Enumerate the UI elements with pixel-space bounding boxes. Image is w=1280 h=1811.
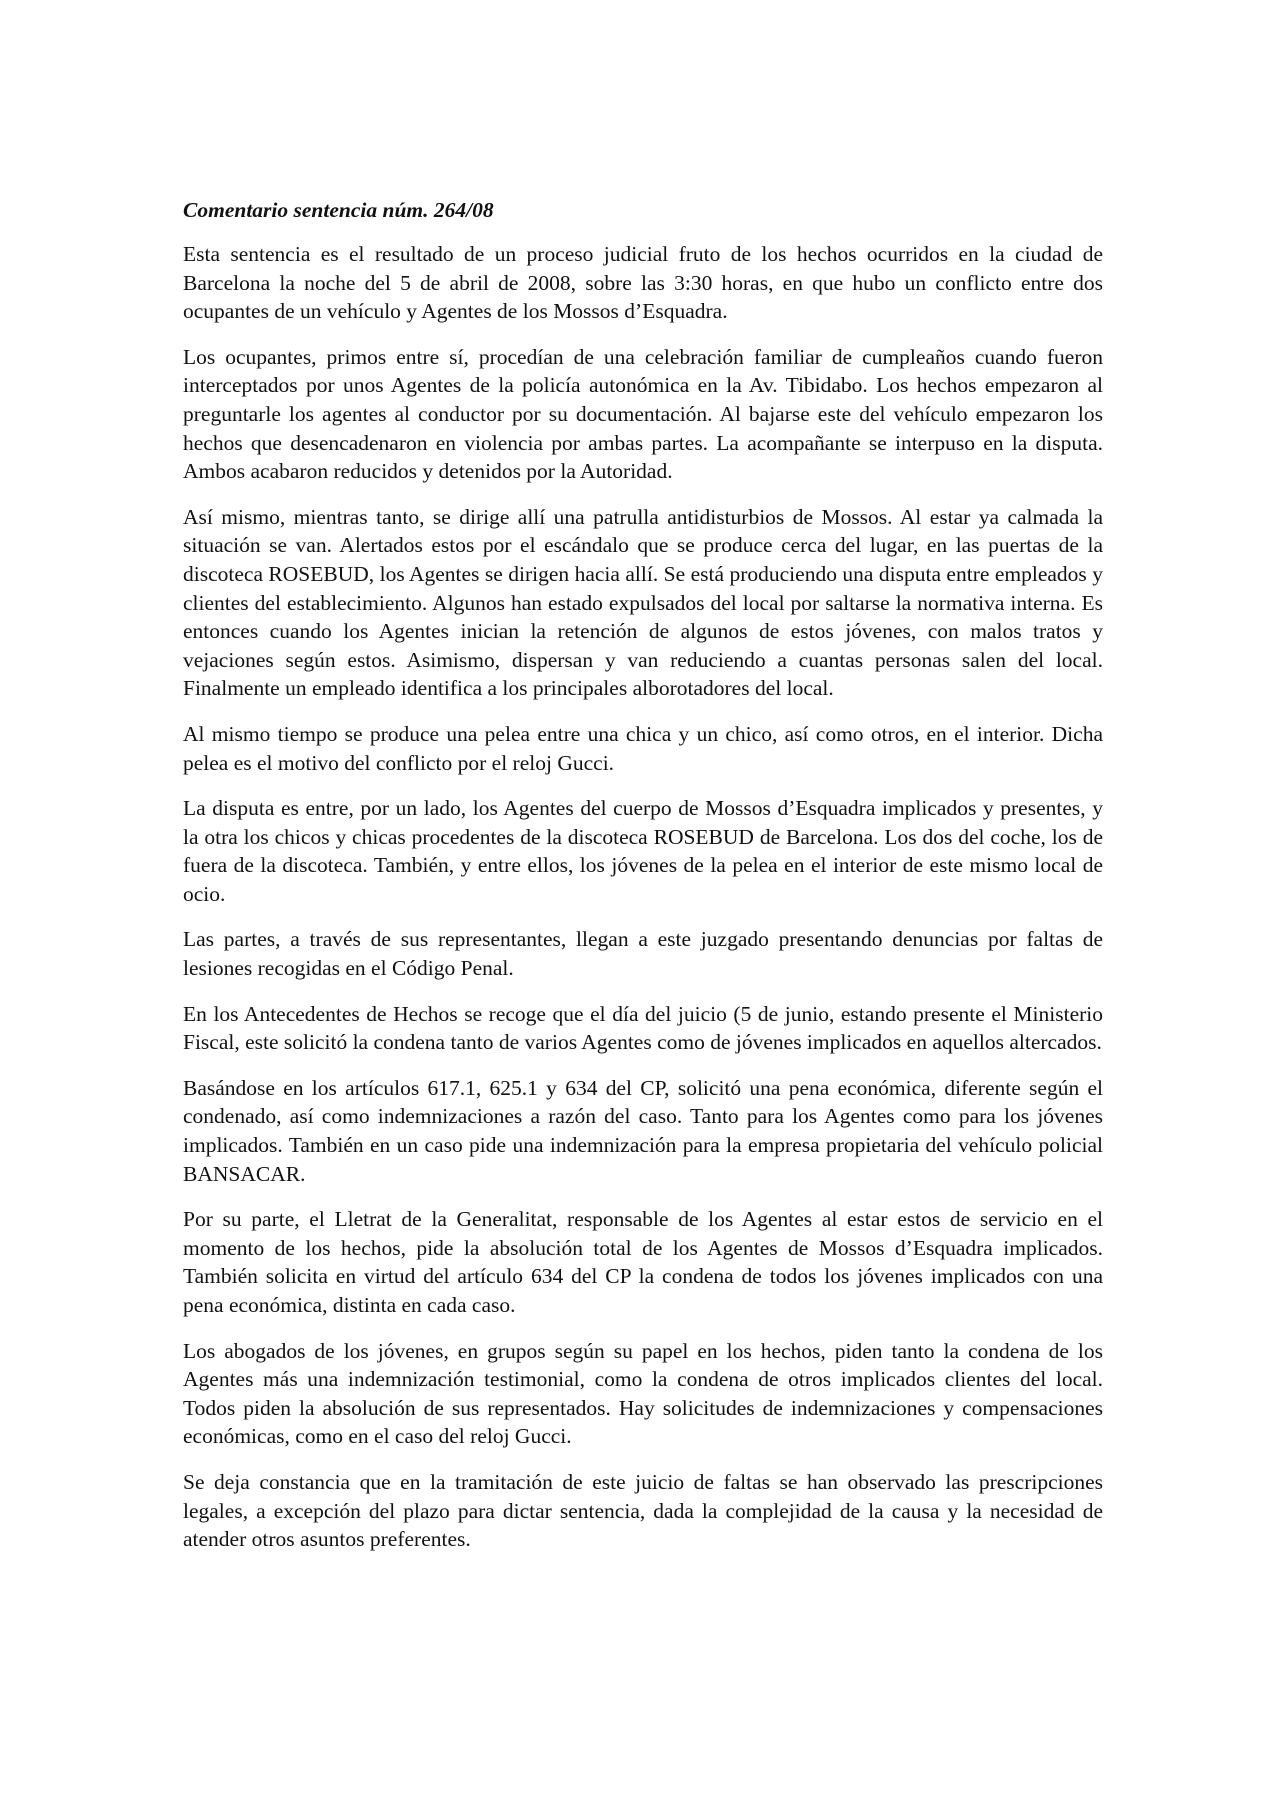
paragraph-7: En los Antecedentes de Hechos se recoge que el día del juicio (5 de junio, estando presente el Ministerio Fiscal, este solicitó la condena tanto de varios Agentes como de jóvenes implicados en aquellos altercados.	[183, 1001, 1103, 1055]
paragraph-1: Esta sentencia es el resultado de un proceso judicial fruto de los hechos ocurridos en la ciudad de Barcelona la noche del 5 de abril de 2008, sobre las 3:30 horas, en que hubo un conflicto entre dos ocupantes de un vehículo y Agentes de los Mossos d’Esquadra.	[183, 242, 1103, 324]
paragraph-5: La disputa es entre, por un lado, los Agentes del cuerpo de Mossos d’Esquadra implicados y presentes, y la otra los chicos y chicas procedentes de la discoteca ROSEBUD de Barcelona. Los dos del coche, los de fuera de la discoteca. También, y entre ellos, los jóvenes de la pelea en el interior de este mismo local de ocio.	[183, 796, 1103, 906]
paragraph-10: Los abogados de los jóvenes, en grupos según su papel en los hechos, piden tanto la condena de los Agentes más una indemnización testimonial, como la condena de otros implicados clientes del local. Todos piden la absolución de sus representados. Hay solicitudes de indemnizaciones y compensaciones económicas, como en el caso del reloj Gucci.	[183, 1338, 1103, 1449]
paragraph-3: Así mismo, mientras tanto, se dirige allí una patrulla antidisturbios de Mossos. Al estar ya calmada la situación se van. Alertados estos por el escándalo que se produce cerca del lugar, en las puertas de la discoteca ROSEBUD, los Agentes se dirigen hacia allí. Se está produciendo una disputa entre empleados y clientes del establecimiento. Algunos han estado expulsados del local por saltarse la normativa interna. Es entonces cuando los Agentes inician la retención de algunos de estos jóvenes, con malos tratos y vejaciones según estos. Asimismo, dispersan y van reduciendo a cuantas personas salen del local. Finalmente un empleado identifica a los principales alborotadores del local.	[183, 504, 1103, 701]
document-body	[183, 196, 1103, 1571]
paragraph-2: Los ocupantes, primos entre sí, procedían de una celebración familiar de cumpleaños cuando fueron interceptados por unos Agentes de la policía autonómica en la Av. Tibidabo. Los hechos empezaron al preguntarle los agentes al conductor por su documentación. Al bajarse este del vehículo empezaron los hechos que desencadenaron en violencia por ambas partes. La acompañante se interpuso en la disputa. Ambos acabaron reducidos y detenidos por la Autoridad.	[183, 344, 1103, 484]
document-title: Comentario sentencia núm. 264/08	[183, 198, 494, 222]
paragraph-9: Por su parte, el Lletrat de la Generalitat, responsable de los Agentes al estar estos de servicio en el momento de los hechos, pide la absolución total de los Agentes de Mossos d’Esquadra implicados. También solicita en virtud del artículo 634 del CP la condena de todos los jóvenes implicados con una pena económica, distinta en cada caso.	[183, 1207, 1103, 1317]
paragraph-6: Las partes, a través de sus representantes, llegan a este juzgado presentando denuncias por faltas de lesiones recogidas en el Código Penal.	[183, 927, 1103, 981]
paragraph-4: Al mismo tiempo se produce una pelea entre una chica y un chico, así como otros, en el interior. Dicha pelea es el motivo del conflicto por el reloj Gucci.	[183, 721, 1103, 775]
paragraph-8: Basándose en los artículos 617.1, 625.1 y 634 del CP, solicitó una pena económica, diferente según el condenado, así como indemnizaciones a razón del caso. Tanto para los Agentes como para los jóvenes implicados. También en un caso pide una indemnización para la empresa propietaria del vehículo policial BANSACAR.	[183, 1075, 1103, 1186]
paragraph-11: Se deja constancia que en la tramitación de este juicio de faltas se han observado las prescripciones legales, a excepción del plazo para dictar sentencia, dada la complejidad de la causa y la necesidad de atender otros asuntos preferentes.	[183, 1469, 1103, 1552]
